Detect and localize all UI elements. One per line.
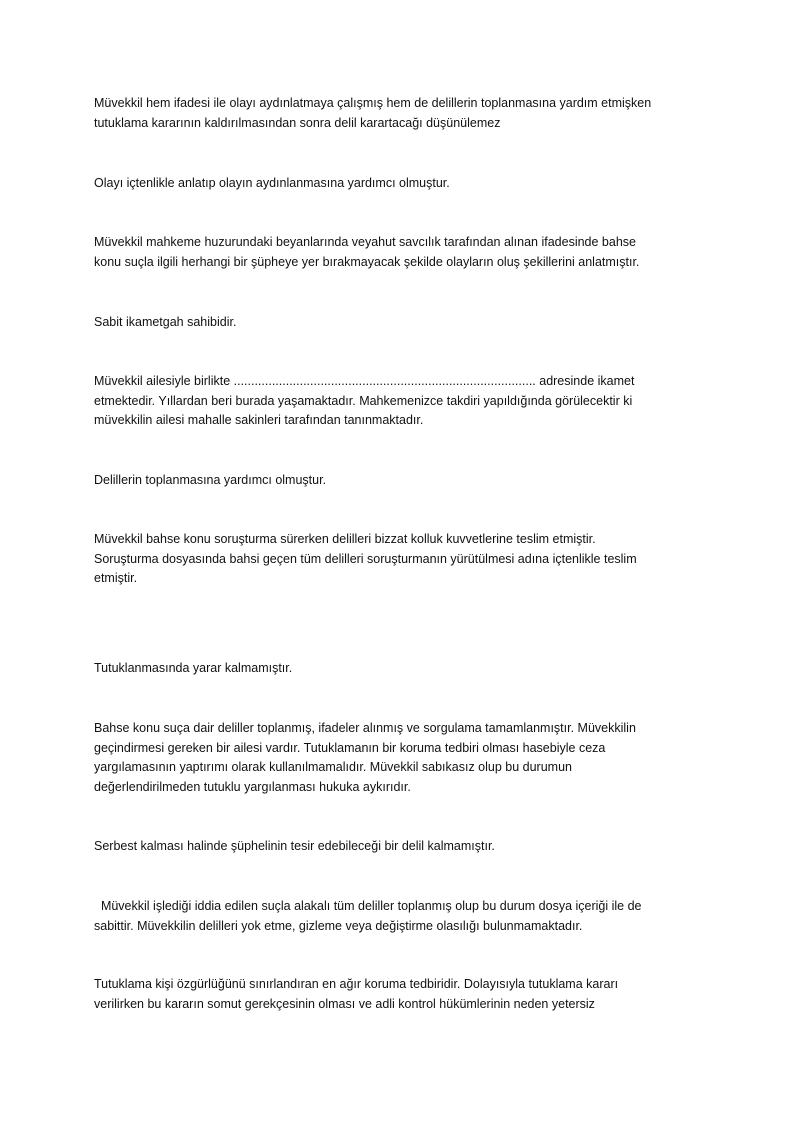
paragraph-line: etmektedir. Yıllardan beri burada yaşamaktadır. Mahkemenizce takdiri yapıldığında görülecektir ki bbox=[94, 393, 633, 408]
paragraph-4 bbox=[94, 313, 704, 333]
paragraph-line: Delillerin toplanmasına yardımcı olmuştur. bbox=[94, 473, 327, 487]
paragraph-7 bbox=[94, 530, 704, 589]
paragraph-5 bbox=[94, 372, 704, 431]
paragraph-2 bbox=[94, 174, 704, 194]
paragraph-10 bbox=[94, 837, 704, 857]
paragraph-line: müvekkilin ailesi mahalle sakinleri tarafından tanınmaktadır. bbox=[94, 413, 424, 427]
paragraph-line: değerlendirilmeden tutuklu yargılanması hukuka aykırıdır. bbox=[94, 779, 411, 794]
paragraph-3 bbox=[94, 233, 704, 272]
paragraph-9 bbox=[94, 719, 704, 797]
paragraph-line: Müvekkil hem ifadesi ile olayı aydınlatmaya çalışmış hem de delillerin toplanmasına yardım etmişken bbox=[94, 96, 652, 110]
paragraph-line: Müvekkil bahse konu soruşturma sürerken delilleri bizzat kolluk kuvvetlerine teslim etmiştir. bbox=[94, 532, 596, 546]
paragraph-line: sabittir. Müvekkilin delilleri yok etme, gizleme veya değiştirme olasılığı bulunmamaktadır. bbox=[94, 918, 583, 933]
paragraph-6 bbox=[94, 471, 704, 491]
paragraph-line: konu suçla ilgili herhangi bir şüpheye yer bırakmayacak şekilde olayların oluş şekillerini anlatmıştır. bbox=[94, 254, 640, 269]
paragraph-line: geçindirmesi gereken bir ailesi vardır. Tutuklamanın bir koruma tedbiri olması hasebiyle ceza bbox=[94, 740, 606, 755]
paragraph-line: tutuklama kararının kaldırılmasından sonra delil karartacağı düşünülemez bbox=[94, 115, 501, 130]
paragraph-line: Olayı içtenlikle anlatıp olayın aydınlanmasına yardımcı olmuştur. bbox=[94, 176, 450, 190]
paragraph-line: Müvekkil mahkeme huzurundaki beyanlarında veyahut savcılık tarafından alınan ifadesinde bahse bbox=[94, 235, 636, 249]
paragraph-line: Müvekkil ailesiyle birlikte ....................................................................................... adresinde ikamet bbox=[94, 374, 635, 388]
paragraph-8 bbox=[94, 659, 704, 679]
paragraph-11 bbox=[94, 897, 704, 936]
paragraph-line: Tutuklanmasında yarar kalmamıştır. bbox=[94, 661, 293, 675]
paragraph-line: yargılamasının yaptırımı olarak kullanılmamalıdır. Müvekkil sabıkasız olup bu durumun bbox=[94, 760, 572, 774]
paragraph-line: Tutuklama kişi özgürlüğünü sınırlandıran en ağır koruma tedbiridir. Dolayısıyla tutuklama kararı bbox=[94, 977, 619, 991]
paragraph-line: Soruşturma dosyasında bahsi geçen tüm delilleri soruşturmanın yürütülmesi adına içtenlikle teslim bbox=[94, 551, 637, 566]
paragraph-line: Serbest kalması halinde şüphelinin tesir edebileceği bir delil kalmamıştır. bbox=[94, 839, 495, 853]
paragraph-12 bbox=[94, 975, 704, 1014]
paragraph-line: etmiştir. bbox=[94, 571, 138, 585]
paragraph-1 bbox=[94, 94, 704, 133]
paragraph-line: verilirken bu kararın somut gerekçesinin olması ve adli kontrol hükümlerinin neden yetersiz bbox=[94, 996, 595, 1011]
paragraph-line: Bahse konu suça dair deliller toplanmış, ifadeler alınmış ve sorgulama tamamlanmıştır. Müvekkilin bbox=[94, 721, 636, 735]
paragraph-line: Müvekkil işlediği iddia edilen suçla alakalı tüm deliller toplanmış olup bu durum dosya içeriği ile de bbox=[94, 899, 642, 913]
paragraph-line: Sabit ikametgah sahibidir. bbox=[94, 315, 237, 329]
